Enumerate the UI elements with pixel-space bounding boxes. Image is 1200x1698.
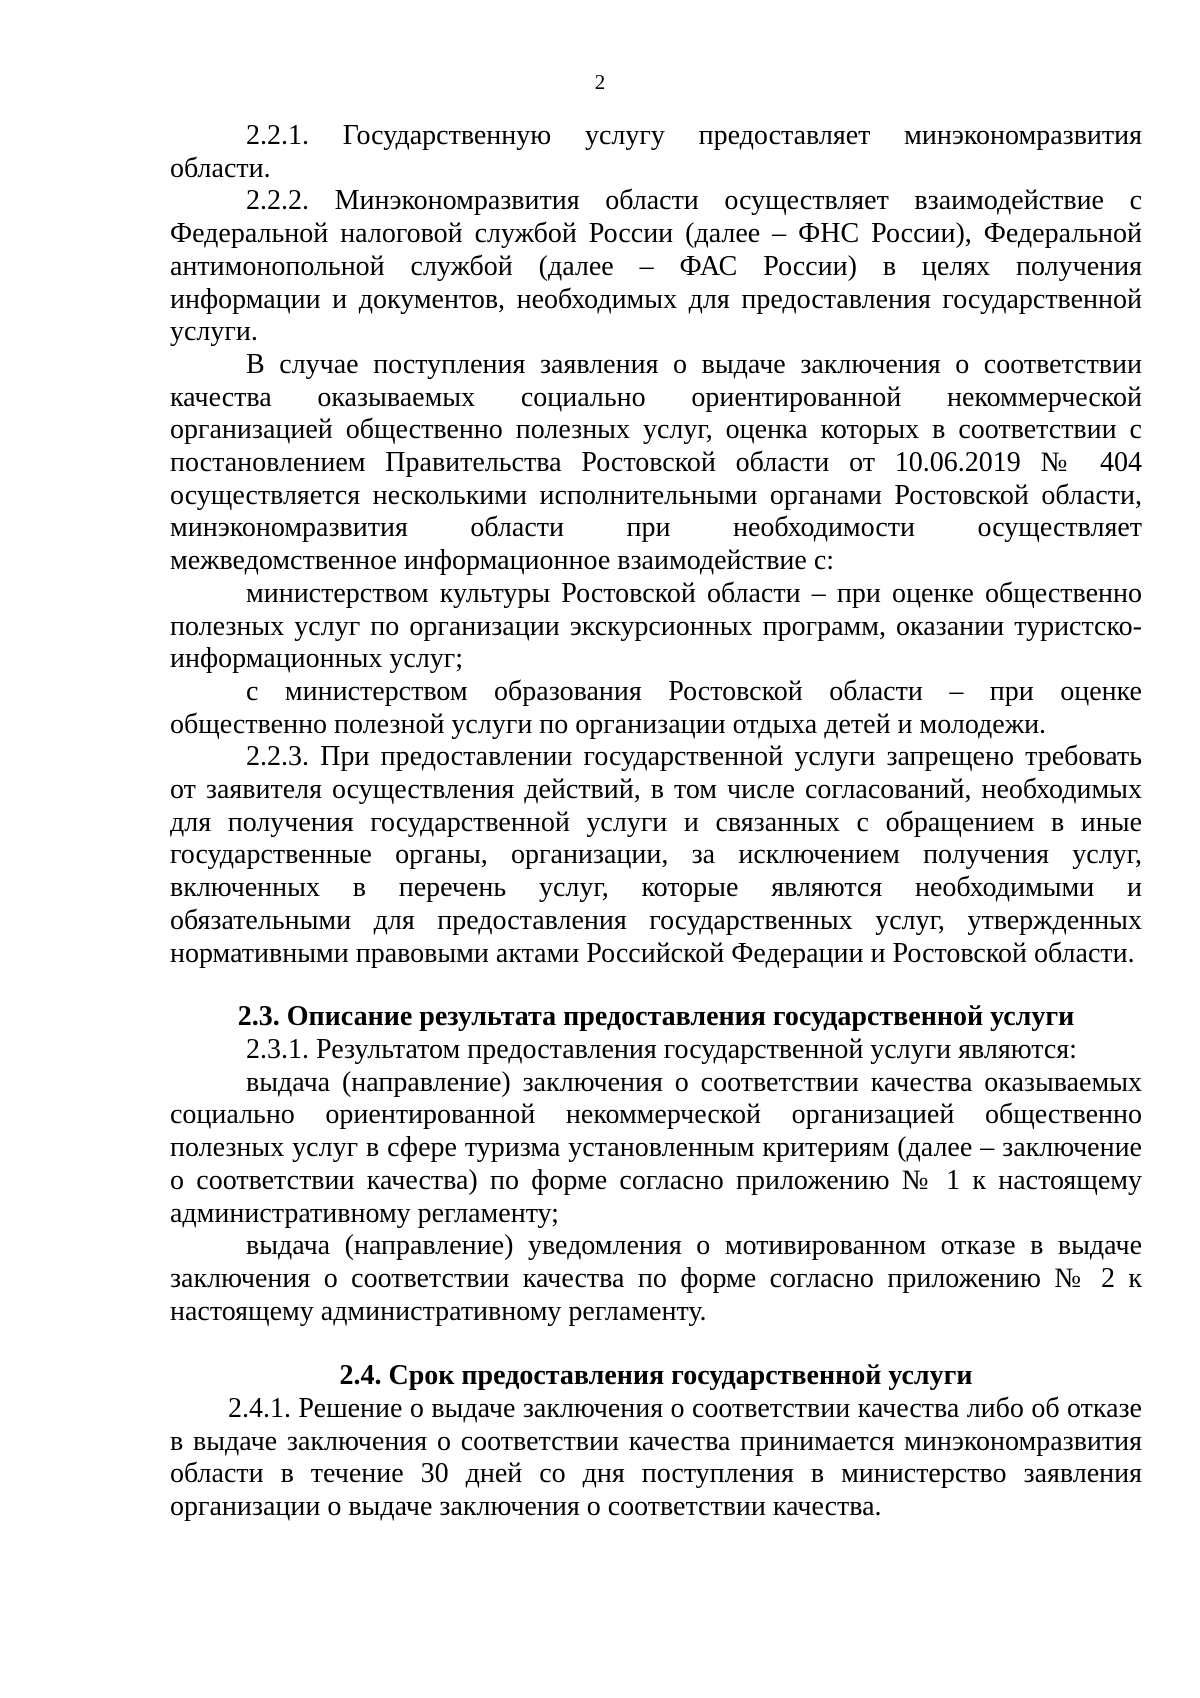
section-heading-2-4: 2.4. Срок предоставления государственной услуги bbox=[339, 1360, 973, 1392]
page-number: 2 bbox=[594, 70, 606, 94]
paragraph-ministry-culture: министерством культуры Ростовской области – при оценке общественно полезных услуг по организации экскурсионных программ, оказании туристско-информационных услуг; bbox=[170, 577, 1142, 675]
paragraph-result-refusal: выдача (направление) уведомления о мотивированном отказе в выдаче заключения о соответствии качества по форме согласно приложению № 2 к настоящему административному регламенту. bbox=[170, 1230, 1142, 1327]
paragraph-2-2-1: 2.2.1. Государственную услугу предоставляет минэкономразвития области. bbox=[170, 120, 1142, 184]
paragraph-2-2-3: 2.2.3. При предоставлении государственной услуги запрещено требовать от заявителя осуществления действий, в том числе согласований, необходимых для получения государственной услуги и связанных с обращением в иные государственные органы, организации, за исключением получения услуг, включенных в перечень услуг, которые являются необходимыми и обязательными для предоставления государственных услуг, утвержденных нормативными правовыми актами Российской Федерации и Ростовской области. bbox=[170, 741, 1142, 969]
paragraph-2-2-2: 2.2.2. Минэкономразвития области осуществляет взаимодействие с Федеральной налоговой службой России (далее – ФНС России), Федеральной антимонопольной службой (далее – ФАС России) в целях получения информации и документов, необходимых для предоставления государственной услуги. bbox=[170, 185, 1142, 348]
paragraph-interaction-case: В случае поступления заявления о выдаче заключения о соответствии качества оказываемых социально ориентированной некоммерческой организацией общественно полезных услуг, оценка которых в соответствии с постановлением Правительства Ростовской области от 10.06.2019 № 404 осуществляется несколькими исполнительными органами Ростовской области, минэкономразвития области при необходимости осуществляет межведомственное информационное взаимодействие с: bbox=[170, 348, 1142, 577]
section-heading-2-3: 2.3. Описание результата предоставления государственной услуги bbox=[237, 1001, 1075, 1033]
paragraph-2-3-1: 2.3.1. Результатом предоставления государственной услуги являются: bbox=[246, 1033, 1077, 1065]
document-body bbox=[170, 120, 1142, 1524]
paragraph-2-4-1: 2.4.1. Решение о выдаче заключения о соответствии качества либо об отказе в выдаче заключения о соответствии качества принимается минэкономразвития области в течение 30 дней со дня поступления в министерство заявления организации о выдаче заключения о соответствии качества. bbox=[170, 1393, 1142, 1523]
paragraph-result-conclusion: выдача (направление) заключения о соответствии качества оказываемых социально ориентированной некоммерческой организацией общественно полезных услуг в сфере туризма установленным критериям (далее – заключение о соответствии качества) по форме согласно приложению № 1 к настоящему административному регламенту; bbox=[170, 1066, 1142, 1229]
paragraph-ministry-education: с министерством образования Ростовской области – при оценке общественно полезной услуги по организации отдыха детей и молодежи. bbox=[170, 675, 1142, 740]
